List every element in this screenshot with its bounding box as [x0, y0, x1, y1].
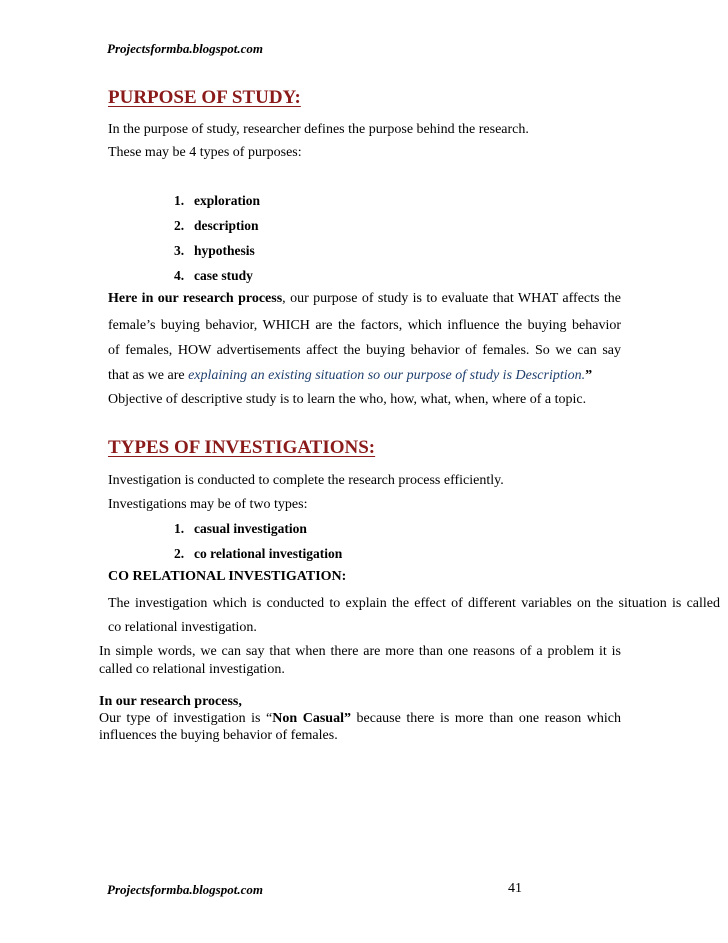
footer-site: Projectsformba.blogspot.com — [107, 882, 263, 897]
header-site: Projectsformba.blogspot.com — [107, 41, 263, 56]
purpose-list-item — [174, 268, 253, 284]
simple-words-line-1: In simple words, we can say that when there are more than one reasons of a problem it is — [99, 644, 621, 659]
purpose-para-line-4 — [108, 368, 592, 384]
corelational-subheading: CO RELATIONAL INVESTIGATION: — [108, 569, 347, 584]
list-number: 2. — [174, 546, 185, 561]
page-number: 41 — [508, 881, 522, 896]
list-number: 4. — [174, 268, 185, 283]
purpose-line-1: In the purpose of study, researcher defines the purpose behind the research. — [108, 122, 529, 137]
investigation-list-item — [174, 521, 307, 537]
purpose-objective: Objective of descriptive study is to learn the who, how, what, when, where of a topic. — [108, 392, 587, 407]
purpose-para-quote: ” — [585, 368, 593, 383]
purpose-list-item — [174, 218, 259, 234]
list-text: hypothesis — [194, 243, 255, 258]
list-number: 1. — [174, 193, 185, 208]
list-text: description — [194, 218, 259, 233]
purpose-heading: PURPOSE OF STUDY: — [108, 87, 301, 108]
purpose-line-2: These may be 4 types of purposes: — [108, 145, 302, 160]
corelational-def-line-1: The investigation which is conducted to explain the effect of different variables on the situation is called — [108, 596, 720, 611]
investigations-line-1: Investigation is conducted to complete the research process efficiently. — [108, 473, 504, 488]
purpose-para-line-1 — [108, 291, 621, 307]
purpose-para-text: , our purpose of study is to evaluate that WHAT affects the — [282, 291, 621, 306]
purpose-para-line-2: female’s buying behavior, WHICH are the factors, which influence the buying behavior — [108, 318, 621, 333]
purpose-para-line-3: of females, HOW advertisements affect the buying behavior of females. So we can say — [108, 343, 621, 358]
purpose-list-item — [174, 243, 255, 259]
list-number: 1. — [174, 521, 185, 536]
process-line-2: influences the buying behavior of females. — [99, 728, 338, 743]
list-text: casual investigation — [194, 521, 307, 536]
investigation-list-item — [174, 546, 342, 562]
list-number: 2. — [174, 218, 185, 233]
list-text: co relational investigation — [194, 546, 343, 561]
purpose-list-item — [174, 193, 260, 209]
process-text: because there is more than one reason which — [350, 711, 621, 726]
process-bold: Non Casual” — [272, 711, 351, 726]
list-number: 3. — [174, 243, 185, 258]
process-text: Our type of investigation is “ — [99, 711, 273, 726]
purpose-para-lead: Here in our research process — [108, 291, 283, 306]
list-text: exploration — [194, 193, 260, 208]
simple-words-line-2: called co relational investigation. — [99, 662, 285, 677]
list-text: case study — [194, 268, 253, 283]
purpose-para-italic: explaining an existing situation so our purpose of study is Description. — [188, 368, 586, 383]
process-lead: In our research process, — [99, 694, 242, 709]
corelational-def-line-2: co relational investigation. — [108, 620, 257, 635]
investigations-heading: TYPES OF INVESTIGATIONS: — [108, 437, 376, 458]
investigations-line-2: Investigations may be of two types: — [108, 497, 308, 512]
purpose-para-text: that as we are — [108, 368, 189, 383]
process-line-1 — [99, 711, 621, 727]
